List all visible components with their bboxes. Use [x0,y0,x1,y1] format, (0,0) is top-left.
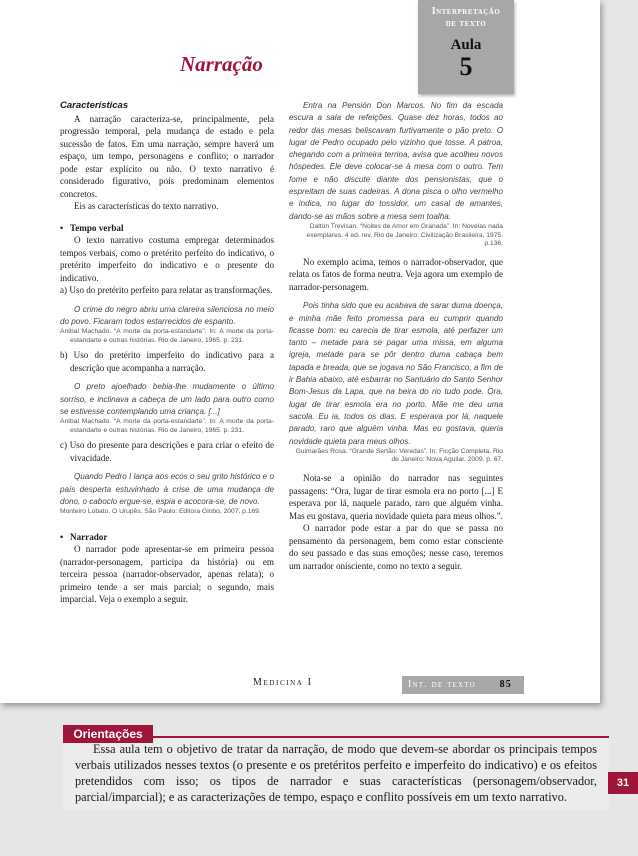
tempo-verbal-heading-text: Tempo verbal [70,222,124,233]
narrador-heading-text: Narrador [70,531,108,542]
page-number: 85 [499,679,512,690]
list-item-b: b) Uso do pretérito imperfeito do indicativo para a descrição que acompanha a narração. [60,350,274,373]
right-column [289,100,503,572]
lesson-tab [418,0,514,94]
paragraph-opinion: Nota-se a opinião do narrador nas seguintes passagens: “Ora, lugar de tirar esmola era no porto [...] E esperava por lá, naquele parado, raro que alguém vinha. Mas eu gostava, queria novidade quieta para meus olhos.”. [289,473,503,521]
reference-a: Aníbal Machado. “A morte da porta-estandarte”. In: A morte da porta-estandarte e outras histórias. Rio de Janeiro, 1965. p. 231. [60,328,274,344]
paragraph-observer: No exemplo acima, temos o narrador-observador, que relata os fatos de forma neutra. Veja agora um exemplo de narrador-personagem. [289,256,503,292]
reference-c: Monteiro Lobato. O Urupês. São Paulo: Editora Globo, 2007. p.169. [60,508,261,516]
reference-b: Aníbal Machado. “A morte da porta-estandarte”. In: A morte da porta-estandarte e outras histórias. Rio de Janeiro, 1965. p. 231. [60,418,274,434]
footer-section: Int. de texto [408,679,476,690]
reference-guimaraes: Guimarães Rosa. “Grande Sertão: Veredas”. In: Ficção Completa. Rio de Janeiro: Nova Aguilar, 2009. p. 67. [295,447,503,464]
intro-paragraph: A narração caracteriza-se, principalmente, pela progressão temporal, pela mudança de estado e pela sucessão de fatos. Em uma narração, sempre haverá um espaço, um tempo, personagens e conflito; o narrador pode estar explícito ou não. O texto narrativo é considerado figurativo, pois predominam elementos concretos. [60,113,274,199]
lesson-number: 5 [459,52,473,81]
list-item-c: c) Uso do presente para descrições e para criar o efeito de vivacidade. [60,440,274,463]
narrador-text: O narrador pode apresentar-se em primeira pessoa (narrador-personagem, participa da história) ou em terceira pessoa (narrador-observador, apenas relata); o primeiro tende a ser mais parcial; o segundo, mais imparcial. Veja o exemplo a seguir. [60,544,274,605]
tempo-verbal-heading: • Tempo verbal [60,222,124,233]
orientacoes-paragraph: Essa aula tem o objetivo de tratar da narração, de modo que devem-se abordar os principais tempos verbais utilizados nesses textos (o presente e os pretéritos perfeito e imperfeito do indicativo) e os efeitos pretendidos com isso; os tipos de narrador e suas características (personagem/observador, parcial/imparcial); e as caracterizações de tempo, espaço e conflito possíveis em um texto narrativo. [75,742,597,804]
subject-kicker [418,6,514,30]
quote-c: Quando Pedro I lança aos ecos o seu grito histórico e o país desperta estuvinhado à crise de uma mudança de dono, o caboclo ergue-se, espia e acocora-se, de novo. [60,472,274,506]
lesson-label: Aula [450,37,482,53]
quote-b: O preto ajoelhado bebia-lhe mudamente o último sorriso, e inclinava a cabeça de um lado para outro como se estivesse contemplando uma criança. [...] [60,382,274,416]
section-heading: Características [60,100,129,111]
kicker-line-1: Interpretação [431,6,501,17]
left-column [60,100,274,606]
orientacoes-text [75,741,597,805]
footer-section-bar [402,676,524,694]
tempo-verbal-text: O texto narrativo costuma empregar determinados tempos verbais, como o pretérito perfeito do indicativo, o pretérito imperfeito do indicativo e o presente do indicativo. [60,235,274,283]
reference-trevisan: Dalton Trevisan. “Noites de Amor em Granada”. In: Novelas nada exemplares. 4 ed. rev. Rio de Janeiro: Civilização Brasileira, 1975. p.136. [306,222,503,248]
paragraph-omniscient: O narrador pode estar a par do que se passa no pensamento da personagem, bem como estar consciente do seu passado e das suas emoções; nesse caso, teremos um narrador onisciente, como no texto a seguir. [289,523,503,571]
footer-subject: Medicina I [253,677,313,688]
orientacoes-label: Orientações [63,725,153,743]
page-footer [0,677,600,693]
list-item-a: a) Uso do pretérito perfeito para relatar as transformações. [60,285,273,295]
narrador-heading: • Narrador [60,531,108,542]
side-page-number: 31 [608,772,638,794]
quote-trevisan: Entra na Pensión Don Marcos. No fim da escada escura a sala de refeições. Quase dez horas, todos ao redor das mesas beliscavam furtivamente o pão preto. O lugar de Pedro ocupado pelo vizinho que tosse. A patroa, chegando com a primeira terrina, avisa que acolheu novos hóspedes. Ele deve colocar-se à mesa com o outro. Tem fome e não discute diante dos pensionistas, que o espreitam de suas cadeiras. A dona pisca o olho vermelho e indica, no lugar do tossidor, um casal de amantes, dando-se as mãos sobre a mesa sem toalha. [289,101,503,221]
intro-paragraph-2: Eis as características do texto narrativo. [74,201,219,211]
quote-a: O crime do negro abriu uma clareira silenciosa no meio do povo. Ficaram todos estarrecidos de espanto. [60,304,274,326]
quote-guimaraes: Pois tinha sido que eu acabava de sarar duma doença, e minha mãe feito promessa para eu cumprir quando ficasse bom: eu carecia de tirar esmola, até perfazer um tanto – metade para se pagar uma missa, em alguma igreja, metade para se pôr dentro duma cabaça bem tapada e breada, que se jogava no São Francisco, a fim de ir Bahia abaixo, até esbarrar no Santuário do Santo Senhor Bom-Jesus da Lapa, que na beira do rio tudo pode. Ora, lugar de tirar esmola era no porto. Mãe me deu uma sacola. Eu ia, todos os dias. E esperava por lá, naquele parado, raro que alguém vinha. Mas eu gostava, queria novidade quieta para meus olhos. [289,301,503,446]
kicker-line-2: de texto [445,18,487,29]
page-title: Narração [180,52,263,76]
